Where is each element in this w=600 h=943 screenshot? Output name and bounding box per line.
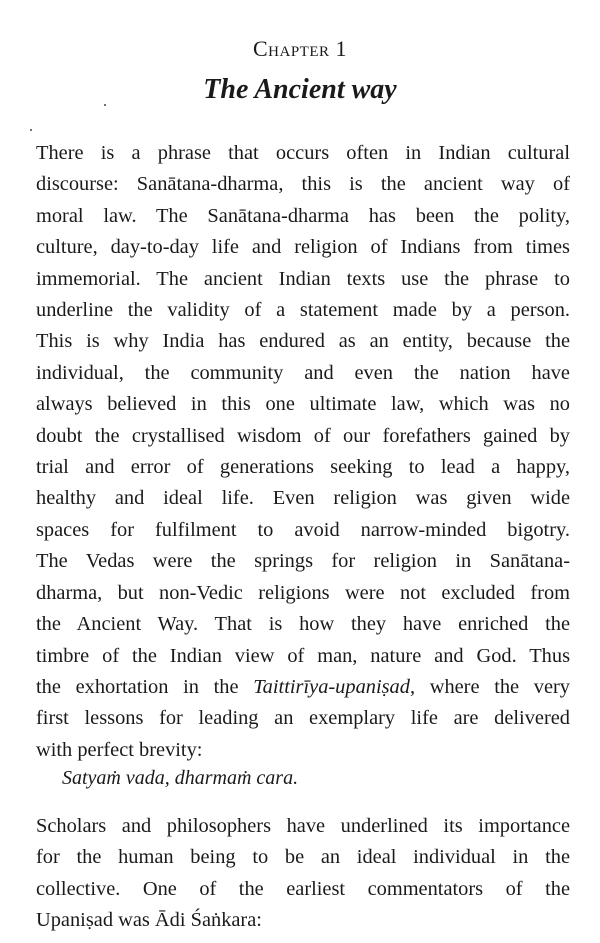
- text-line: Scholars and philosophers have underlined its importance: [36, 815, 570, 837]
- text-line: healthy and ideal life. Even religion was given wide: [36, 487, 570, 510]
- text-line: dharma, but non-Vedic religions were not excluded from: [36, 581, 570, 604]
- text-line-with-title: [36, 672, 570, 703]
- print-speck: [30, 129, 32, 131]
- text-line: culture, day-to-day life and religion of Indians from times: [36, 236, 570, 259]
- text-line: This is why India has endured as an entity, because the: [36, 330, 570, 353]
- text-line: individual, the community and even the nation have: [36, 361, 570, 384]
- text-line: underline the validity of a statement made by a person.: [36, 299, 570, 322]
- print-speck: [104, 104, 106, 106]
- text-line: There is a phrase that occurs often in Indian cultural: [36, 142, 570, 164]
- text-title-italic: Taittirīya-upaniṣad: [253, 675, 410, 698]
- text-line: doubt the crystallised wisdom of our forefathers gained by: [36, 424, 570, 447]
- sanskrit-verse: Satyaṁ vada, dharmaṁ cara.: [62, 767, 299, 789]
- text-line: Upaniṣad was Ādi Śaṅkara:: [36, 909, 262, 932]
- text-line: for the human being to be an ideal individual in the: [36, 846, 570, 869]
- text-line: the Ancient Way. That is how they have enriched the: [36, 613, 570, 636]
- text-line: discourse: Sanātana-dharma, this is the ancient way of: [36, 173, 570, 196]
- text-line: trial and error of generations seeking to lead a happy,: [36, 456, 570, 479]
- chapter-label: Chapter 1: [252, 36, 347, 61]
- text-line: timbre of the Indian view of man, nature and God. Thus: [36, 644, 570, 667]
- text-line: always believed in this one ultimate law, which was no: [36, 393, 570, 416]
- text-line: with perfect brevity:: [36, 738, 203, 761]
- text-line: The Vedas were the springs for religion in Sanātana-: [36, 550, 570, 573]
- paragraph-2: [36, 811, 570, 937]
- text-segment: the exhortation in the: [36, 675, 254, 698]
- chapter-title: The Ancient way: [203, 74, 397, 105]
- text-line: immemorial. The ancient Indian texts use the phrase to: [36, 267, 570, 290]
- text-line: collective. One of the earliest commentators of the: [36, 877, 570, 900]
- text-line: spaces for fulfilment to avoid narrow-minded bigotry.: [36, 518, 570, 541]
- text-line: first lessons for leading an exemplary life are delivered: [36, 707, 570, 730]
- paragraph-1: [36, 138, 570, 766]
- text-segment: , where the very: [409, 675, 570, 698]
- text-line: moral law. The Sanātana-dharma has been the polity,: [36, 204, 570, 227]
